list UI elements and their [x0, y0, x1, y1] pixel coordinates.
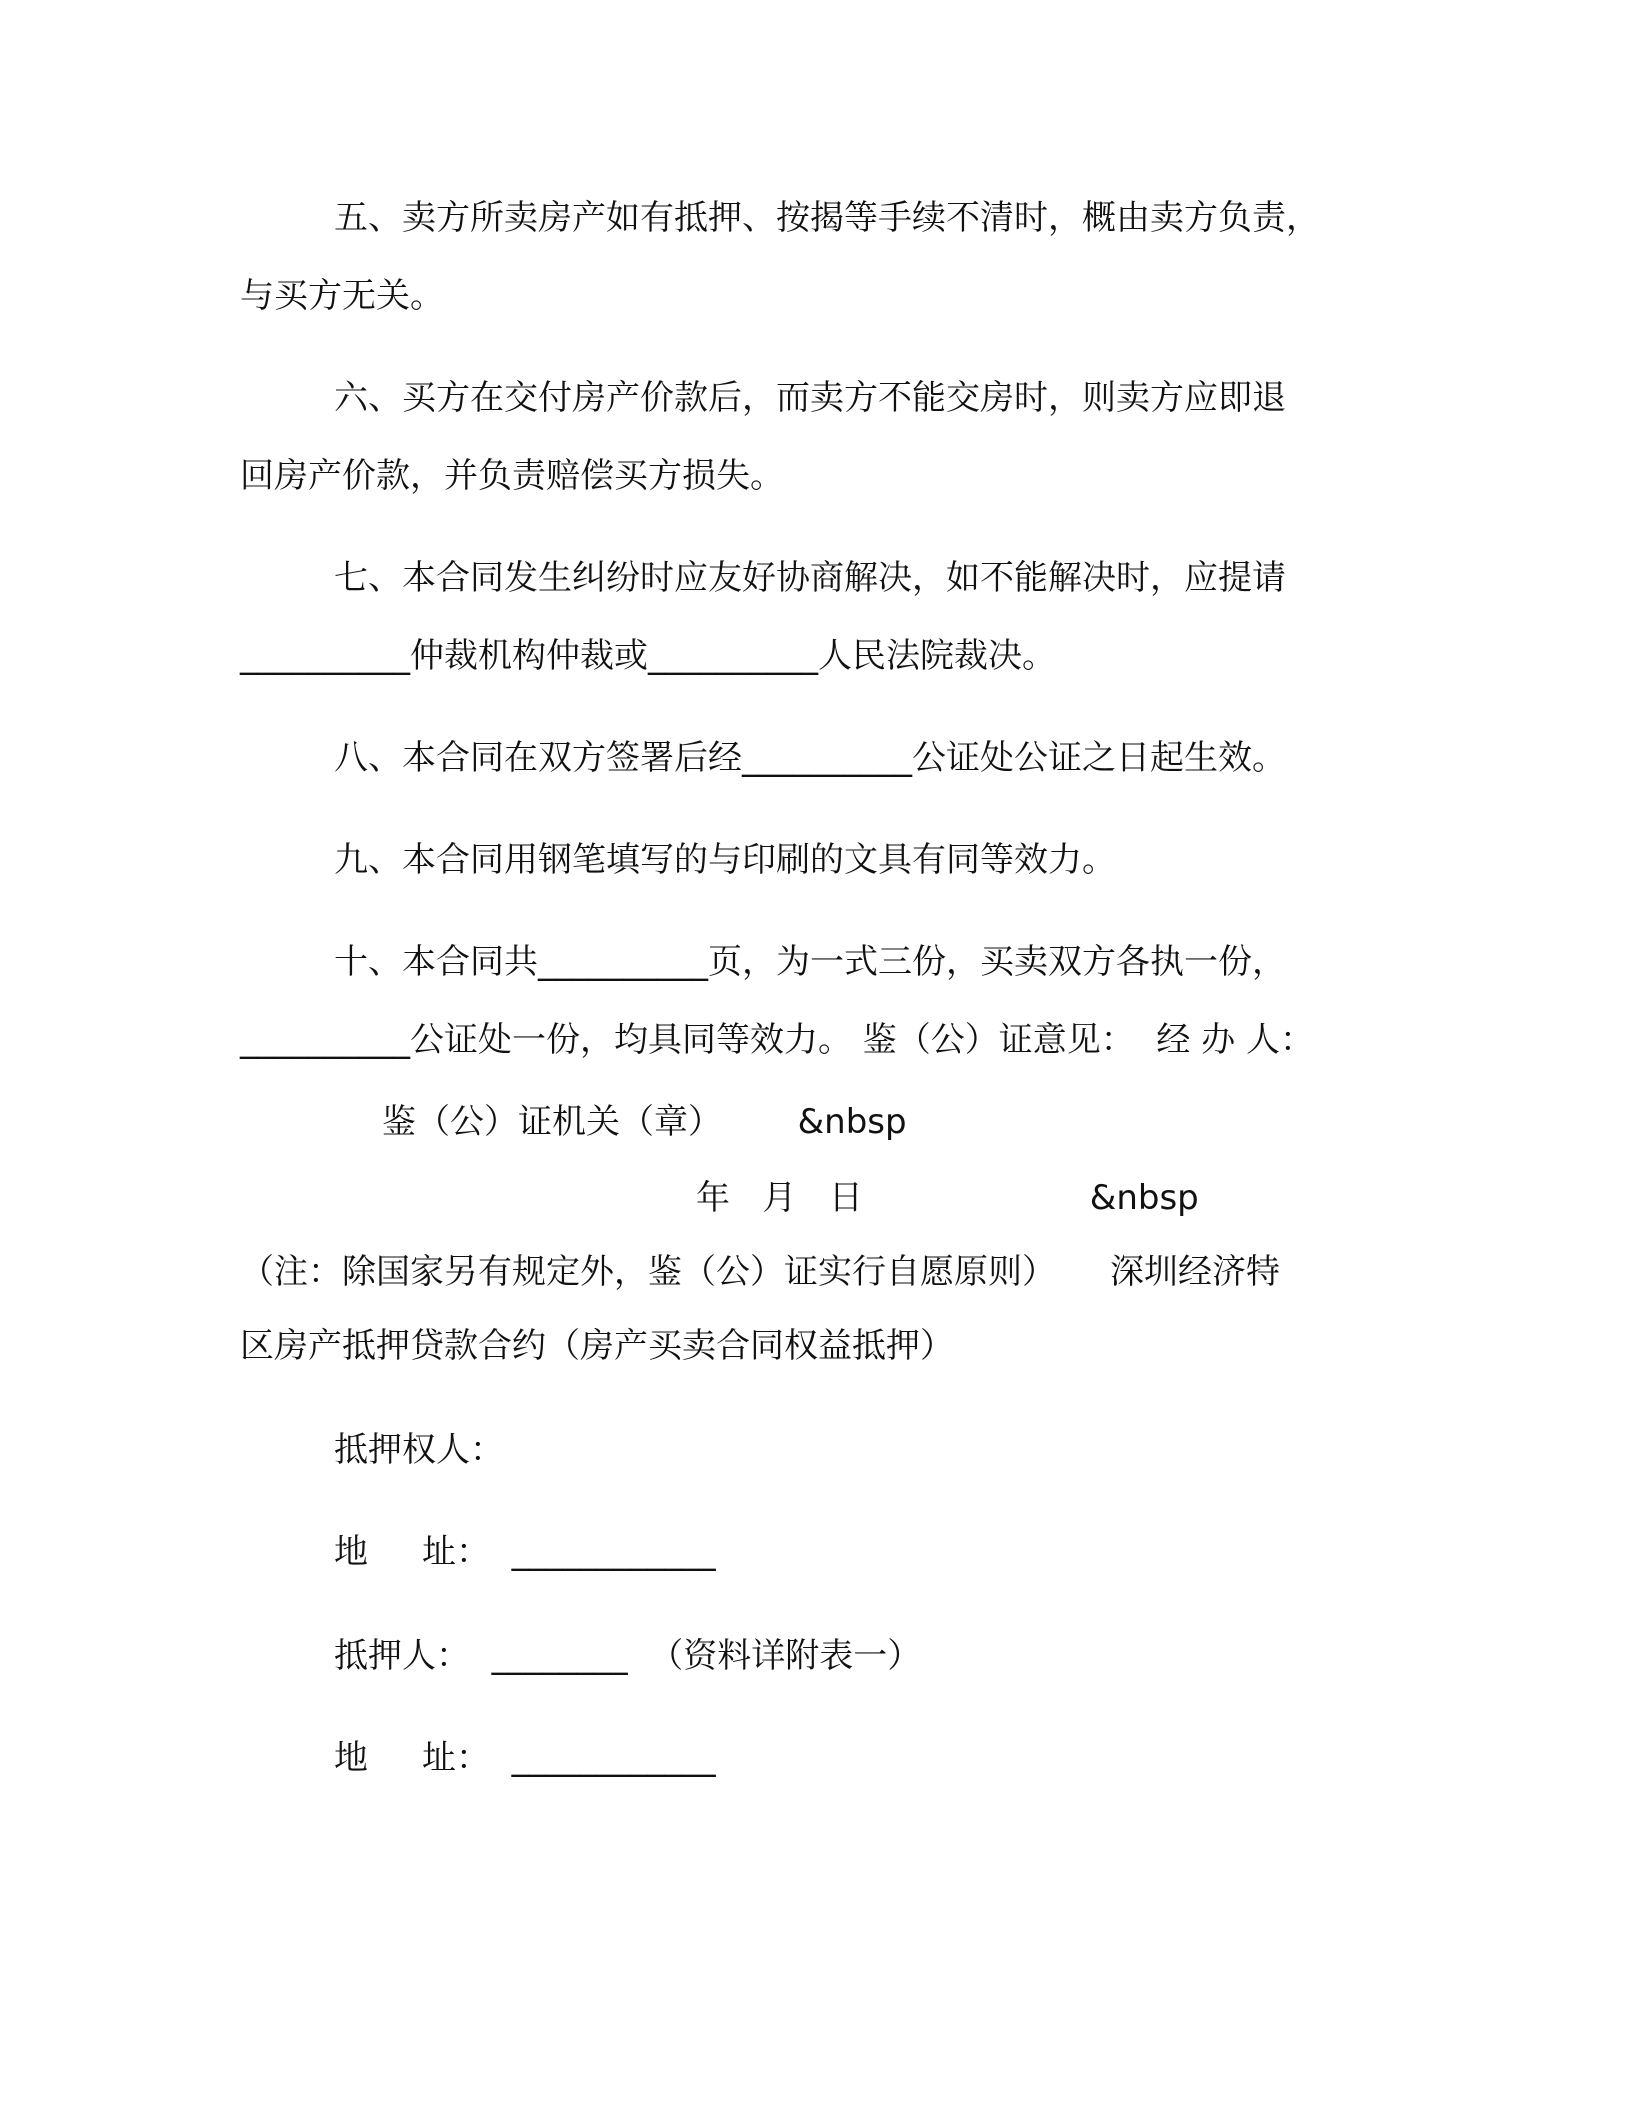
clause-5-line-1: 五、卖方所卖房产如有抵押、按揭等手续不清时，概由卖方负责， [334, 198, 1320, 238]
clause-5-line-2: 与买方无关。 [240, 276, 444, 316]
mortgagee-label: 抵押权人： [334, 1430, 504, 1470]
clause-7-line-1: 七、本合同发生纠纷时应友好协商解决，如不能解决时，应提请 [334, 558, 1286, 598]
mortgagor-label: 抵押人： ________ （资料详附表一） [334, 1636, 922, 1676]
note-line-1: （注：除国家另有规定外，鉴（公）证实行自愿原则） 深圳经济特 [240, 1252, 1281, 1292]
clause-10-line-2: __________公证处一份，均具同等效力。 鉴（公）证意见： 经 办 人： [240, 1020, 1315, 1060]
clause-6-line-1: 六、买方在交付房产价款后，而卖方不能交房时，则卖方应即退 [334, 378, 1286, 418]
clause-7-line-2: __________仲裁机构仲裁或__________人民法院裁决。 [240, 636, 1056, 676]
note-line-2: 区房产抵押贷款合约（房产买卖合同权益抵押） [240, 1326, 954, 1366]
clause-10-line-1: 十、本合同共__________页，为一式三份，买卖双方各执一份， [334, 942, 1286, 982]
mortgagor-address: 地 址： ____________ [334, 1738, 716, 1778]
date-line: 年 月 日 &nbsp [696, 1178, 1199, 1218]
seal-line: 鉴（公）证机关（章） &nbsp [382, 1102, 907, 1142]
mortgagee-address: 地 址： ____________ [334, 1532, 716, 1572]
clause-8: 八、本合同在双方签署后经__________公证处公证之日起生效。 [334, 738, 1286, 778]
clause-6-line-2: 回房产价款，并负责赔偿买方损失。 [240, 456, 784, 496]
clause-9: 九、本合同用钢笔填写的与印刷的文具有同等效力。 [334, 840, 1116, 880]
